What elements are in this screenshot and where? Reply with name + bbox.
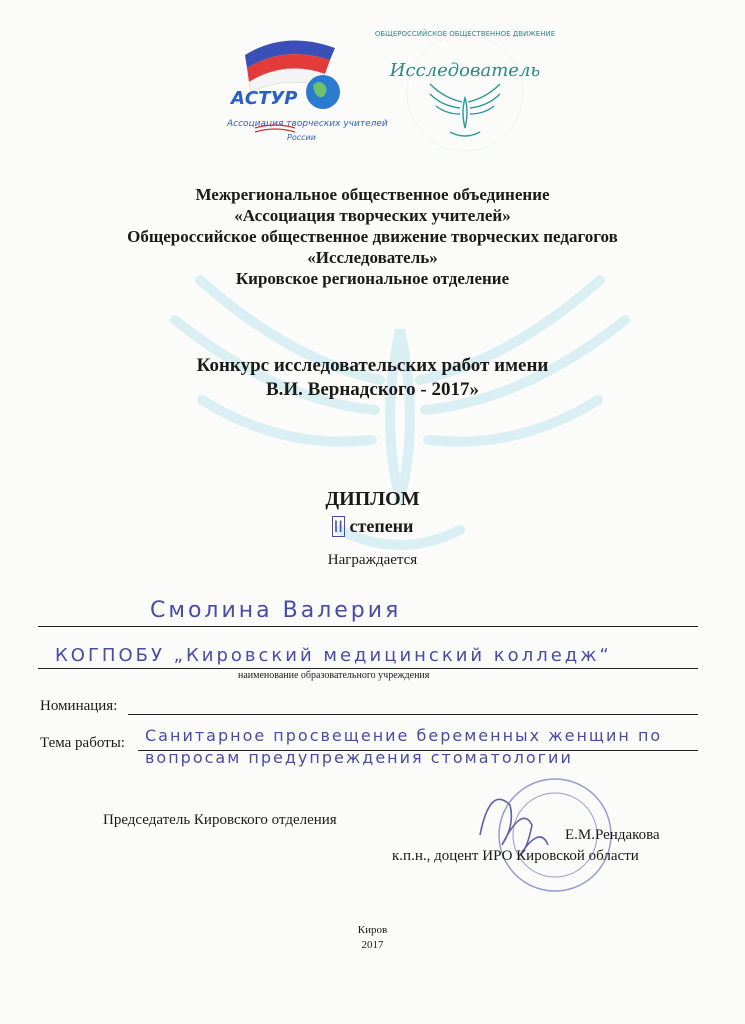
header-line-3: Общероссийское общественное движение творческих педагогов: [127, 227, 618, 246]
contest-line-1: Конкурс исследовательских работ имени: [196, 355, 549, 376]
diploma-title: ДИПЛОМ: [325, 488, 420, 510]
footer-city: Киров: [357, 924, 388, 936]
svg-text:ОБЩЕРОССИЙСКОЕ ОБЩЕСТВЕННОЕ ДВ: ОБЩЕРОССИЙСКОЕ ОБЩЕСТВЕННОЕ ДВИЖЕНИЕ: [374, 30, 556, 38]
chairman-credentials: к.п.н., доцент ИРО Кировской области: [392, 848, 639, 864]
header-line-5: Кировское региональное отделение: [235, 269, 510, 288]
topic-line-2: вопросам предупреждения стоматологии: [145, 748, 573, 767]
contest-line-2: В.И. Вернадского - 2017»: [265, 379, 480, 400]
chairman-position: Председатель Кировского отделения: [103, 812, 337, 828]
contest-title: [0, 354, 745, 402]
header-organization: [0, 184, 745, 289]
watermark-dove: [140, 260, 660, 560]
institution-name: КОГПОБУ „Кировский медицинский колледж“: [55, 645, 612, 666]
header-line-1: Межрегиональное общественное объединение: [195, 185, 550, 204]
svg-text:АСТУР: АСТУР: [231, 88, 298, 109]
institution-underline: [38, 668, 698, 669]
svg-text:Исследователь: Исследователь: [389, 60, 541, 81]
institution-caption: наименование образовательного учреждения: [238, 670, 430, 681]
degree-number: II: [333, 517, 343, 536]
nomination-underline: [128, 714, 698, 715]
topic-line-1: Санитарное просвещение беременных женщин по: [145, 726, 663, 745]
awarded-label: Награждается: [327, 552, 418, 568]
svg-text:Ассоциация творческих учителей: Ассоциация творческих учителей: [227, 119, 388, 129]
header-line-4: «Исследователь»: [307, 248, 438, 267]
nomination-label: Номинация:: [40, 698, 118, 714]
topic-label: Тема работы:: [40, 735, 125, 751]
diploma-degree: [0, 516, 745, 537]
chairman-name: Е.М.Рендакова: [565, 827, 660, 843]
recipient-underline: [38, 626, 698, 627]
footer-year: 2017: [361, 939, 384, 951]
svg-text:России: России: [287, 133, 316, 142]
recipient-name: Смолина Валерия: [150, 598, 402, 623]
issledovatel-logo: [374, 18, 556, 158]
astur-logo: [225, 30, 395, 150]
degree-label: степени: [349, 516, 414, 536]
header-line-2: «Ассоциация творческих учителей»: [234, 206, 511, 225]
